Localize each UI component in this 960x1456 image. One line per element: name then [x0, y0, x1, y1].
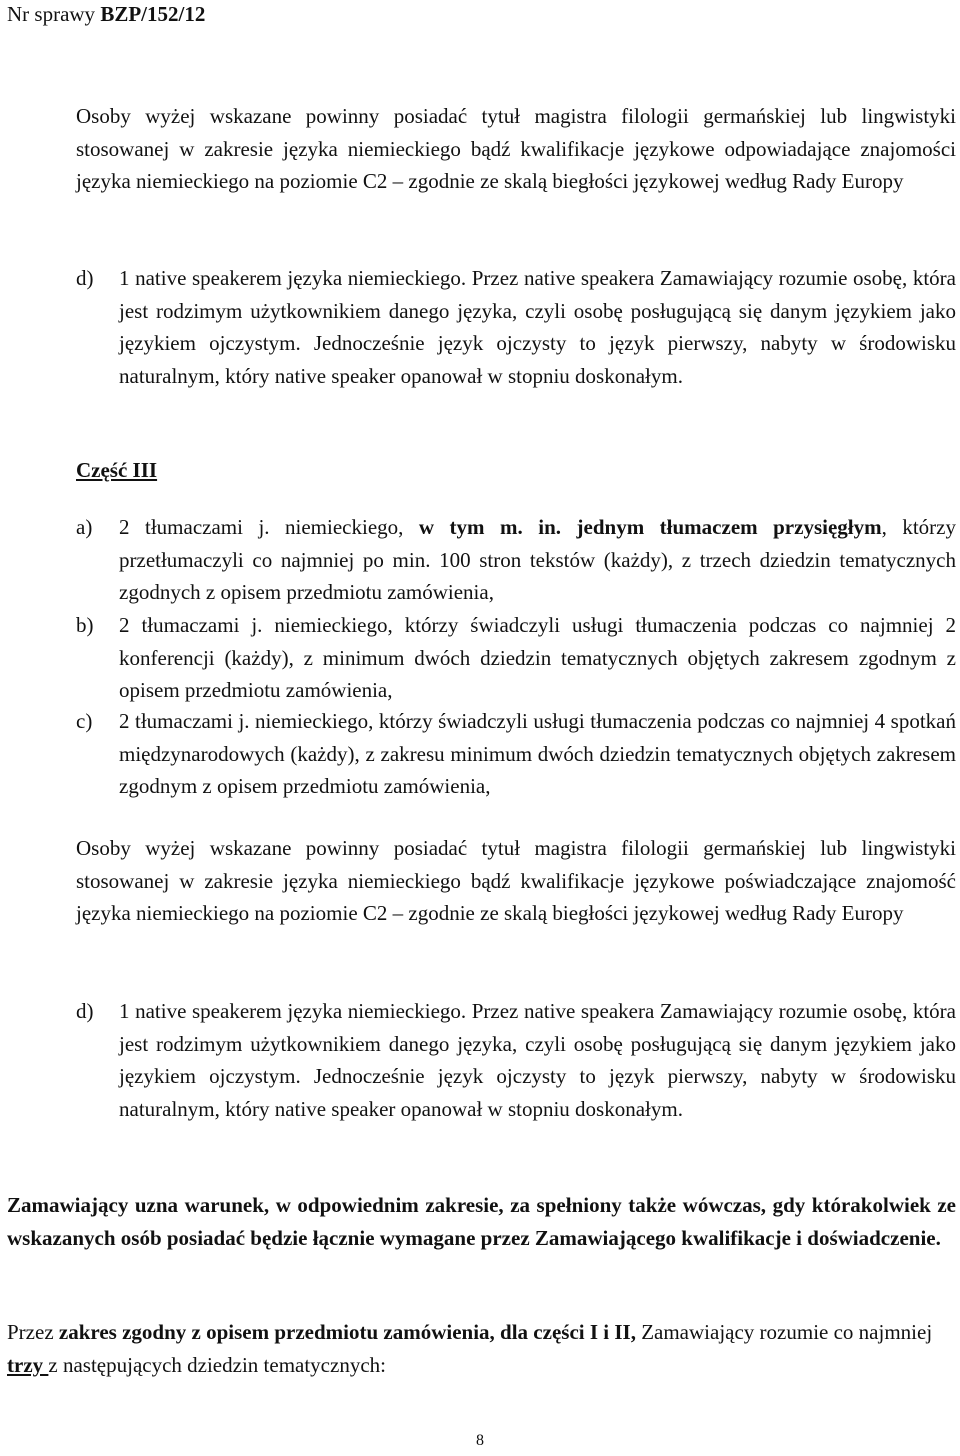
- text-run: Zamawiający rozumie co najmniej: [635, 1320, 933, 1344]
- section-heading: Część III: [76, 458, 158, 482]
- scope-paragraph: [7, 1316, 956, 1381]
- page-number: 8: [476, 1432, 484, 1449]
- list-text: 1 native speakerem języka niemieckiego. Przez native speakera Zamawiający rozumie osobę, która jest rodzimym użytkownikiem danego języka, czyli osobę posługującą się danym językiem jako językiem ojczystym. Jednocześnie język ojczysty to język pierwszy, nabyty w środowisku naturalnym, który native speaker opanował w stopniu doskonałym.: [119, 999, 956, 1121]
- list-item-d-1: [76, 262, 956, 392]
- list-text: 2 tłumaczami j. niemieckiego, którzy świadczyli usługi tłumaczenia podczas co najmniej 4 spotkań międzynarodowych (każdy), z zakresu minimum dwóch dziedzin tematycznych objętych zakresem zgodnym z opisem przedmiotu zamówienia,: [119, 709, 956, 798]
- list-text: 2 tłumaczami j. niemieckiego, którzy świadczyli usługi tłumaczenia podczas co najmniej 2 konferencji (każdy), z minimum dwóch dziedzin tematycznych objętych zakresem zgodnym z opisem przedmiotu zamówienia,: [119, 613, 956, 702]
- list-item-c: [76, 705, 956, 803]
- text-run: Przez: [7, 1320, 59, 1344]
- case-number-header: [7, 1, 205, 27]
- qualifications-paragraph-1: Osoby wyżej wskazane powinny posiadać tytuł magistra filologii germańskiej lub lingwistyki stosowanej w zakresie języka niemieckiego bądź kwalifikacje językowe odpowiadające znajomości języka niemieckiego na poziomie C2 – zgodnie ze skalą biegłości językowej według Rady Europy: [76, 104, 956, 193]
- list-label: c): [76, 709, 93, 733]
- list-label: a): [76, 515, 93, 539]
- header-case-no: BZP/152/12: [100, 2, 206, 26]
- header-prefix: Nr sprawy: [7, 2, 101, 26]
- condition-paragraph: Zamawiający uzna warunek, w odpowiednim zakresie, za spełniony także wówczas, gdy którakolwiek ze wskazanych osób posiadać będzie łącznie wymagane przez Zamawiającego kwalifikacje i doświadczenie.: [7, 1193, 956, 1250]
- list-item-b: [76, 609, 956, 707]
- text-run: 2 tłumaczami j. niemieckiego,: [119, 515, 419, 539]
- list-item-a: [76, 511, 956, 609]
- text-run: z następujących dziedzin tematycznych:: [48, 1352, 386, 1377]
- list-label: d): [76, 266, 94, 290]
- text-run-bold: w tym m. in. jednym tłumaczem przysięgłym: [418, 515, 882, 539]
- text-run: , którzy przetłumaczyli co najmniej po min. 100 stron tekstów (każdy), z trzech dziedzin tematycznych zgodnych z opisem przedmiotu zamówienia,: [119, 515, 956, 604]
- list-item-d-2: [76, 995, 956, 1125]
- qualifications-paragraph-2: Osoby wyżej wskazane powinny posiadać tytuł magistra filologii germańskiej lub lingwistyki stosowanej w zakresie języka niemieckiego bądź kwalifikacje językowe poświadczające znajomość języka niemieckiego na poziomie C2 – zgodnie ze skalą biegłości językowej według Rady Europy: [76, 836, 956, 925]
- list-label: d): [76, 999, 94, 1023]
- list-text: [119, 511, 956, 609]
- text-run-bold-underlined: trzy: [7, 1352, 49, 1377]
- list-label: b): [76, 613, 94, 637]
- text-run-bold: zakres zgodny z opisem przedmiotu zamówienia, dla części I i II,: [58, 1320, 636, 1344]
- list-text: 1 native speakerem języka niemieckiego. Przez native speakera Zamawiający rozumie osobę, która jest rodzimym użytkownikiem danego języka, czyli osobę posługującą się danym językiem jako językiem ojczystym. Jednocześnie język ojczysty to język pierwszy, nabyty w środowisku naturalnym, który native speaker opanował w stopniu doskonałym.: [119, 266, 956, 388]
